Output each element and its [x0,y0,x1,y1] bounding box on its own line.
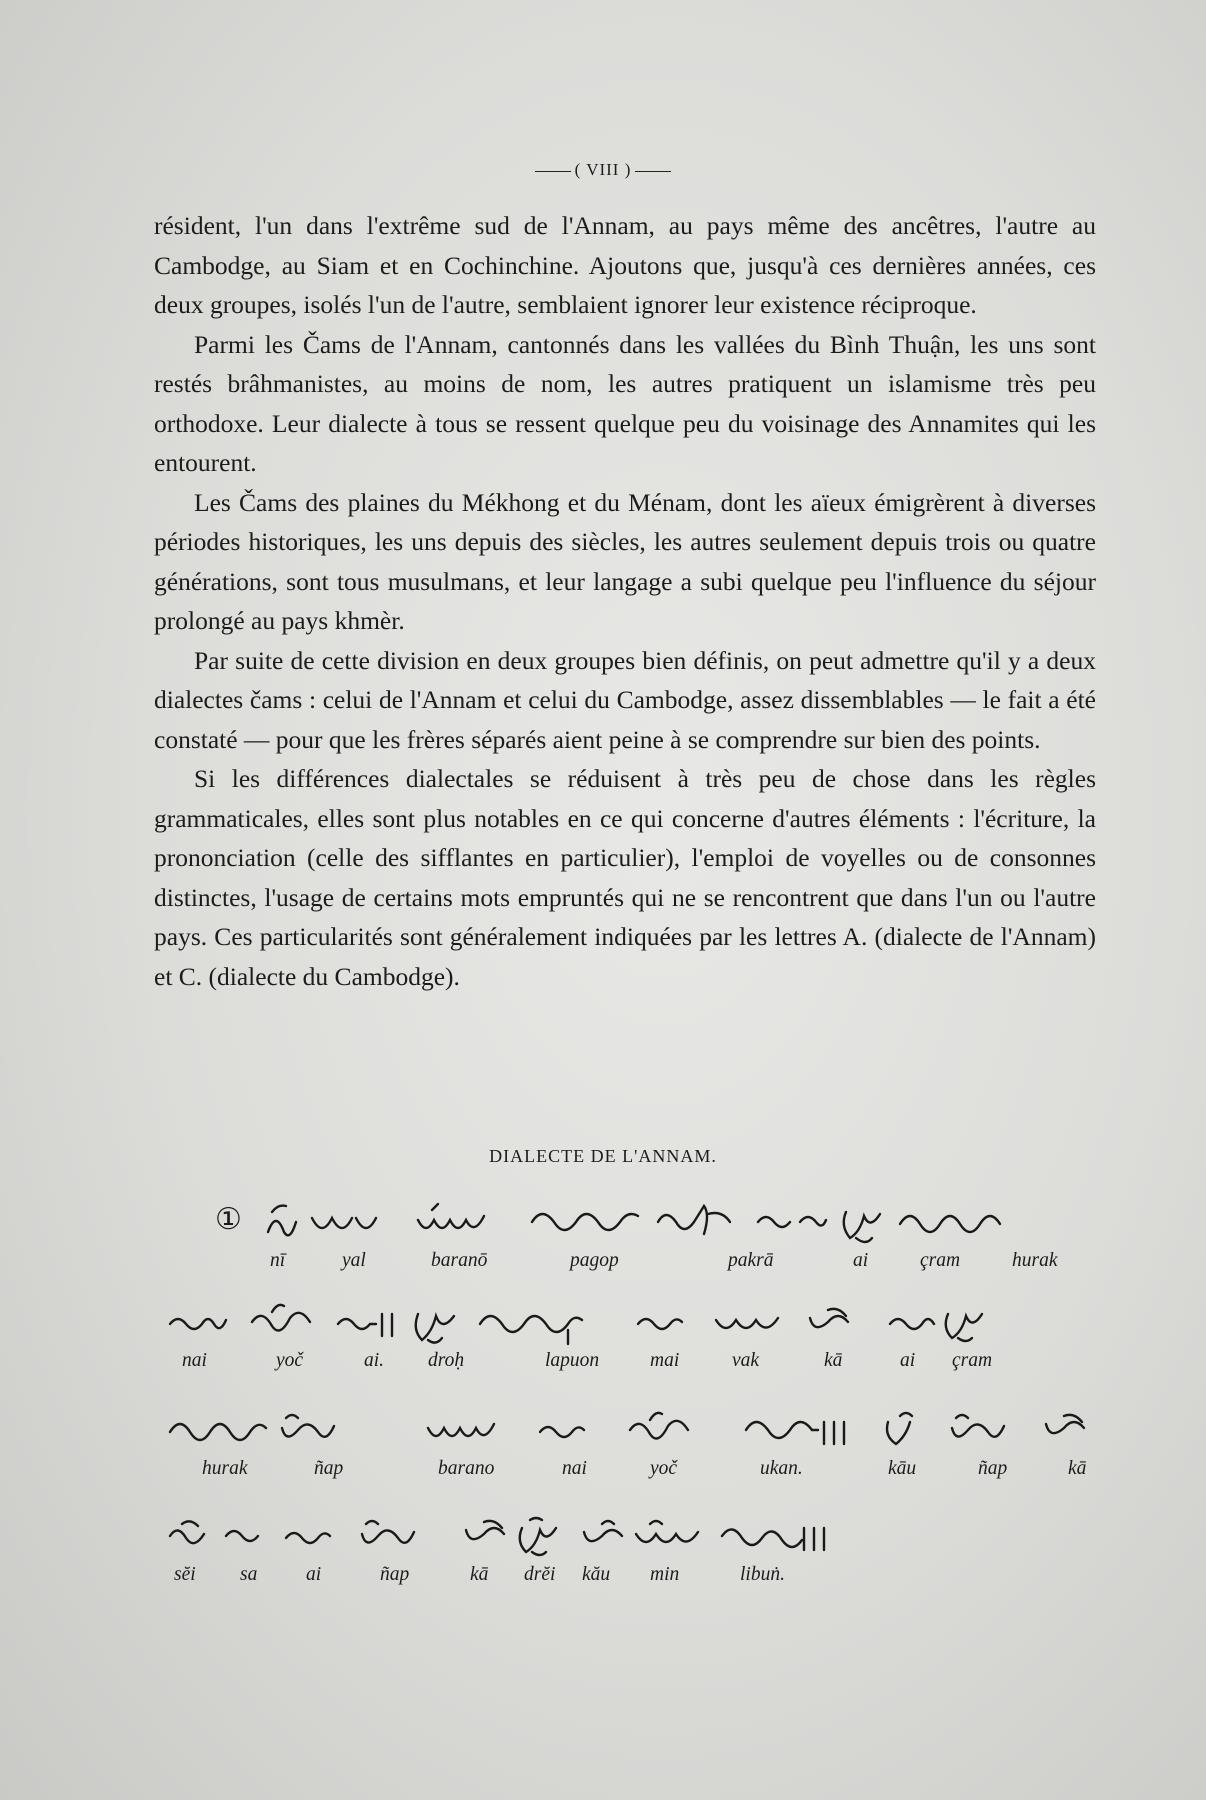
word: ai [306,1564,322,1585]
word: kā [1068,1458,1087,1479]
transliteration-row [160,1458,1110,1488]
word: drĕi [524,1564,556,1585]
word: baranō [431,1250,488,1271]
word: ñap [314,1458,344,1479]
word: ñap [978,1458,1008,1479]
script-line-4 [160,1514,1110,1609]
word: kā [470,1564,489,1585]
word: yoč [276,1350,304,1371]
word: kău [582,1564,611,1585]
example-number: ① [215,1203,242,1236]
word: kāu [888,1458,917,1479]
page-number: VIII [586,160,620,179]
word: nai [562,1458,587,1479]
word: pagop [570,1250,619,1271]
paragraph: Si les différences dialectales se réduisent à très peu de chose dans les règles grammaticales, elles sont plus notables en ce qui concerne d'autres éléments : l'écriture, la prononciation (celle des sifflantes en particulier), l'emploi de voyelles ou de consonnes distinctes, l'usage de certains mots empruntés qui ne se rencontrent que dans l'un ou l'autre pays. Ces particularités sont généralement indiquées par les lettres A. (dialecte de l'Annam) et C. (dialecte du Cambodge). [154,764,1096,991]
paragraph: Les Čams des plaines du Mékhong et du Ménam, dont les aïeux émigrèrent à diverses périodes historiques, les uns depuis des siècles, les autres seulement depuis trois ou quatre générations, sont tous musulmans, et leur langage a subi quelque peu l'influence du séjour prolongé au pays khmèr. [154,487,1096,635]
ornament-left [535,171,571,172]
word: mai [650,1350,680,1371]
script-line-1 [160,1200,1110,1295]
script-line-2 [160,1300,1110,1395]
word: barano [438,1458,495,1479]
word: nai [182,1350,207,1371]
word: ñap [380,1564,410,1585]
paragraph: Par suite de cette division en deux groupes bien définis, on peut admettre qu'il y a deux dialectes čams : celui de l'Annam et celui du Cambodge, assez dissemblables — le fait a été constaté — pour que les frères séparés aient peine à se comprendre sur bien des points. [154,645,1096,754]
word: çram [952,1350,993,1371]
word: sa [240,1564,258,1585]
word: hurak [202,1458,248,1479]
word: sĕi [174,1564,196,1585]
word: pakrā [728,1250,774,1271]
word: hurak [1012,1250,1058,1271]
script-line-3 [160,1408,1110,1503]
paragraph: résident, l'un dans l'extrême sud de l'Annam, au pays même des ancêtres, l'autre au Cambodge, au Siam et en Cochinchine. Ajoutons que, jusqu'à ces dernières années, ces deux groupes, isolés l'un de l'autre, semblaient ignorer leur existence réciproque. [154,211,1096,319]
paragraph: Parmi les Čams de l'Annam, cantonnés dans les vallées du Bình Thuận, les uns sont restés brâhmanistes, au moins de nom, les autres pratiquent un islamisme très peu orthodoxe. Leur dialecte à tous se ressent quelque peu du voisinage des Annamites qui les entourent. [154,329,1096,477]
cham-script-glyphs [160,1200,1110,1250]
body-text [154,206,1096,996]
word: yoč [650,1458,678,1479]
transliteration-row [160,1350,1110,1380]
word: libuṅ. [740,1564,785,1585]
cham-script-glyphs [160,1514,1110,1564]
word: lapuon [545,1350,600,1371]
transliteration-row [160,1564,1110,1594]
word: droḥ [428,1350,465,1371]
transliteration-row [160,1250,1110,1280]
word: ukan. [760,1458,803,1479]
word: ai [900,1350,916,1371]
ornament-right [635,171,671,172]
word: yal [342,1250,366,1271]
word: nī [270,1250,286,1271]
word: min [650,1564,680,1585]
cham-script-glyphs [160,1300,1110,1350]
word: kā [824,1350,843,1371]
section-title: DIALECTE DE L'ANNAM. [489,1146,717,1166]
word: ai [853,1250,869,1271]
cham-script-glyphs [160,1408,1110,1458]
page-header: ( VIII ) [0,160,1206,180]
word: çram [920,1250,961,1271]
word: ai. [364,1350,385,1371]
word: vak [732,1350,760,1371]
